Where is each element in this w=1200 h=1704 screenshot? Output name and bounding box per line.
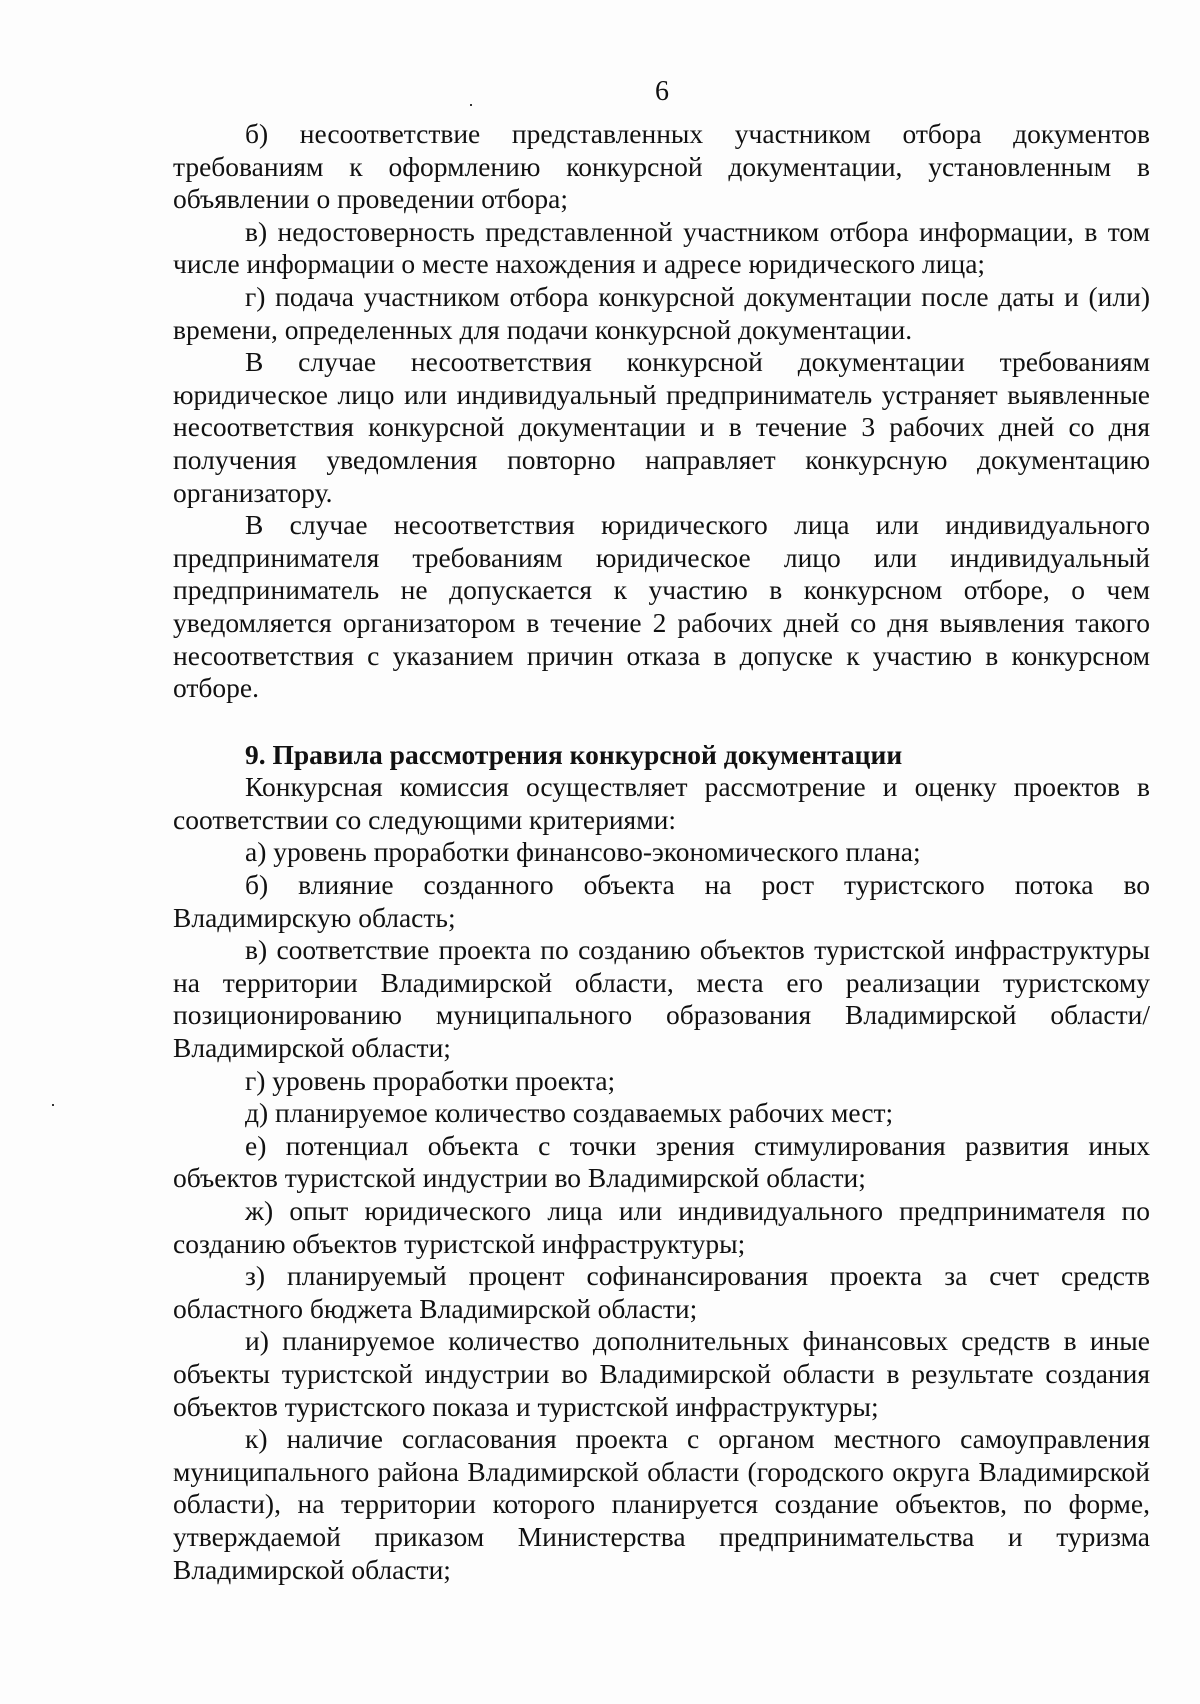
- criterion-item: з) планируемый процент софинансирования проекта за счет средств областного бюджета Владимирской области;: [173, 1260, 1150, 1324]
- criterion-item: д) планируемое количество создаваемых рабочих мест;: [245, 1097, 894, 1129]
- section-title: 9. Правила рассмотрения конкурсной документации: [245, 738, 903, 770]
- criterion-item: и) планируемое количество дополнительных финансовых средств в иные объекты туристской индустрии во Владимирской области в результате создания объектов туристского показа и туристской инфраструктуры;: [173, 1325, 1150, 1422]
- paragraph: В случае несоответствия конкурсной документации требованиям юридическое лицо или индивидуальный предприниматель устраняет выявленные несоответствия конкурсной документации и в течение 3 рабочих дней со дня получения уведомления повторно направляет конкурсную документацию организатору.: [173, 346, 1150, 508]
- paragraph: г) подача участником отбора конкурсной документации после даты и (или) времени, определенных для подачи конкурсной документации.: [173, 280, 1150, 345]
- criterion-item: г) уровень проработки проекта;: [245, 1064, 616, 1096]
- paragraph: в) недостоверность представленной участником отбора информации, в том числе информации о месте нахождения и адресе юридического лица;: [173, 215, 1150, 280]
- document-body: [173, 118, 1150, 1586]
- criterion-item: ж) опыт юридического лица или индивидуального предпринимателя по созданию объектов туристской инфраструктуры;: [173, 1195, 1150, 1259]
- scan-speck: [52, 1104, 54, 1106]
- paragraph: б) несоответствие представленных участником отбора документов требованиям к оформлению конкурсной документации, установленным в объявлении о проведении отбора;: [173, 118, 1150, 215]
- criterion-item: к) наличие согласования проекта с органом местного самоуправления муниципального района Владимирской области (городского округа Владимирской области), на территории которого планируется создание объектов, по форме, утверждаемой приказом Министерства предпринимательства и туризма Владимирской области;: [173, 1423, 1150, 1585]
- criterion-item: в) соответствие проекта по созданию объектов туристской инфраструктуры на территории Владимирской области, места его реализации туристскому позиционированию муниципального образования Владимирской области/Владимирской области;: [173, 934, 1150, 1064]
- paragraph: Конкурсная комиссия осуществляет рассмотрение и оценку проектов в соответствии со следующими критериями:: [173, 771, 1150, 835]
- criterion-item: е) потенциал объекта с точки зрения стимулирования развития иных объектов туристской индустрии во Владимирской области;: [173, 1129, 1150, 1194]
- criterion-item: б) влияние созданного объекта на рост туристского потока во Владимирскую область;: [173, 869, 1150, 933]
- criterion-item: а) уровень проработки финансово-экономического плана;: [245, 836, 921, 868]
- page-number: 6: [655, 76, 669, 107]
- scan-speck: [470, 104, 472, 106]
- paragraph: В случае несоответствия юридического лица или индивидуального предпринимателя требованиям юридическое лицо или индивидуальный предприниматель не допускается к участию в конкурсном отборе, о чем уведомляется организатором в течение 2 рабочих дней со дня выявления такого несоответствия с указанием причин отказа в допуске к участию в конкурсном отборе.: [173, 509, 1150, 704]
